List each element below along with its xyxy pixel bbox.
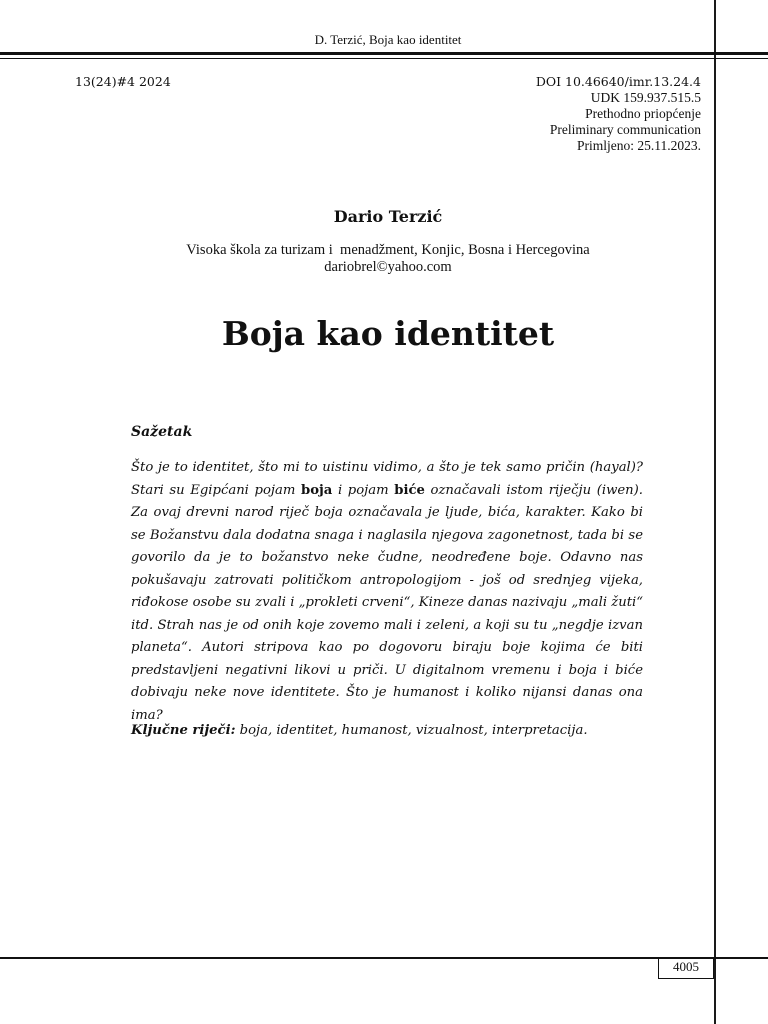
running-head: D. Terzić, Boja kao identitet xyxy=(314,32,462,47)
header-rule-thin xyxy=(0,58,768,59)
margin-vertical-rule xyxy=(714,0,716,1024)
received-date: Primljeno: 25.11.2023. xyxy=(577,138,701,153)
keywords xyxy=(131,720,651,742)
author-email: dariobrel©yahoo.com xyxy=(324,259,452,275)
abstract-text xyxy=(131,457,643,727)
footer-rule xyxy=(0,957,768,959)
keywords-label: Ključne riječi: xyxy=(131,723,236,738)
keywords-list: boja, identitet, humanost, vizualnost, interpretacija. xyxy=(235,723,588,738)
abstract-part: Što je to identitet, što mi to uistinu vidimo, a što je tek samo pričin (hayal)? Stari su Egipćani pojam xyxy=(131,460,643,498)
affiliation: Visoka škola za turizam i menadžment, Konjic, Bosna i Hercegovina xyxy=(186,242,590,258)
article-type-en: Preliminary communication xyxy=(549,122,701,137)
header-rule-thick xyxy=(0,52,768,55)
abstract-term-bice: biće xyxy=(394,482,425,498)
author-affiliation-block xyxy=(0,242,768,276)
page-number: 4005 xyxy=(658,957,714,979)
abstract-heading: Sažetak xyxy=(131,424,193,440)
issue-number: 13(24)#4 2024 xyxy=(75,74,171,89)
article-metadata xyxy=(536,74,701,154)
article-title: Boja kao identitet xyxy=(221,314,555,353)
abstract-part: označavali istom riječju (iwen). Za ovaj drevni narod riječ boja označavala je ljude, bića, karakter. Kako bi se Božanstvu dala dodatna snaga i naglasila njegova zagonetnost, tada bi se govorilo da je to božanstvo neke čudne, neodređene boje. Odavno nas pokušavaju zatrovati političkom antropologijom - još od srednjeg vijeka, riđokose osobe su zvali i „prokleti crveni“, Kineze danas nazivaju „mali žuti“ itd. Strah nas je od onih koje zovemo mali i zeleni, a koji su tu „negdje izvan planeta“. Autori stripova kao po dogovoru biraju boje kojima će biti predstavljeni negativni likovi u priči. U digitalnom vremenu i boja i biće dobivaju neke nove identitete. Što je humanost i koliko nijansi danas ona ima? xyxy=(131,482,643,723)
author-name: Dario Terzić xyxy=(333,207,443,226)
doi: DOI 10.46640/imr.13.24.4 xyxy=(535,74,701,89)
abstract-part: i pojam xyxy=(332,482,395,498)
abstract-term-boja: boja xyxy=(300,482,333,498)
udk: UDK 159.937.515.5 xyxy=(590,90,701,105)
article-type-hr: Prethodno priopćenje xyxy=(585,106,701,121)
